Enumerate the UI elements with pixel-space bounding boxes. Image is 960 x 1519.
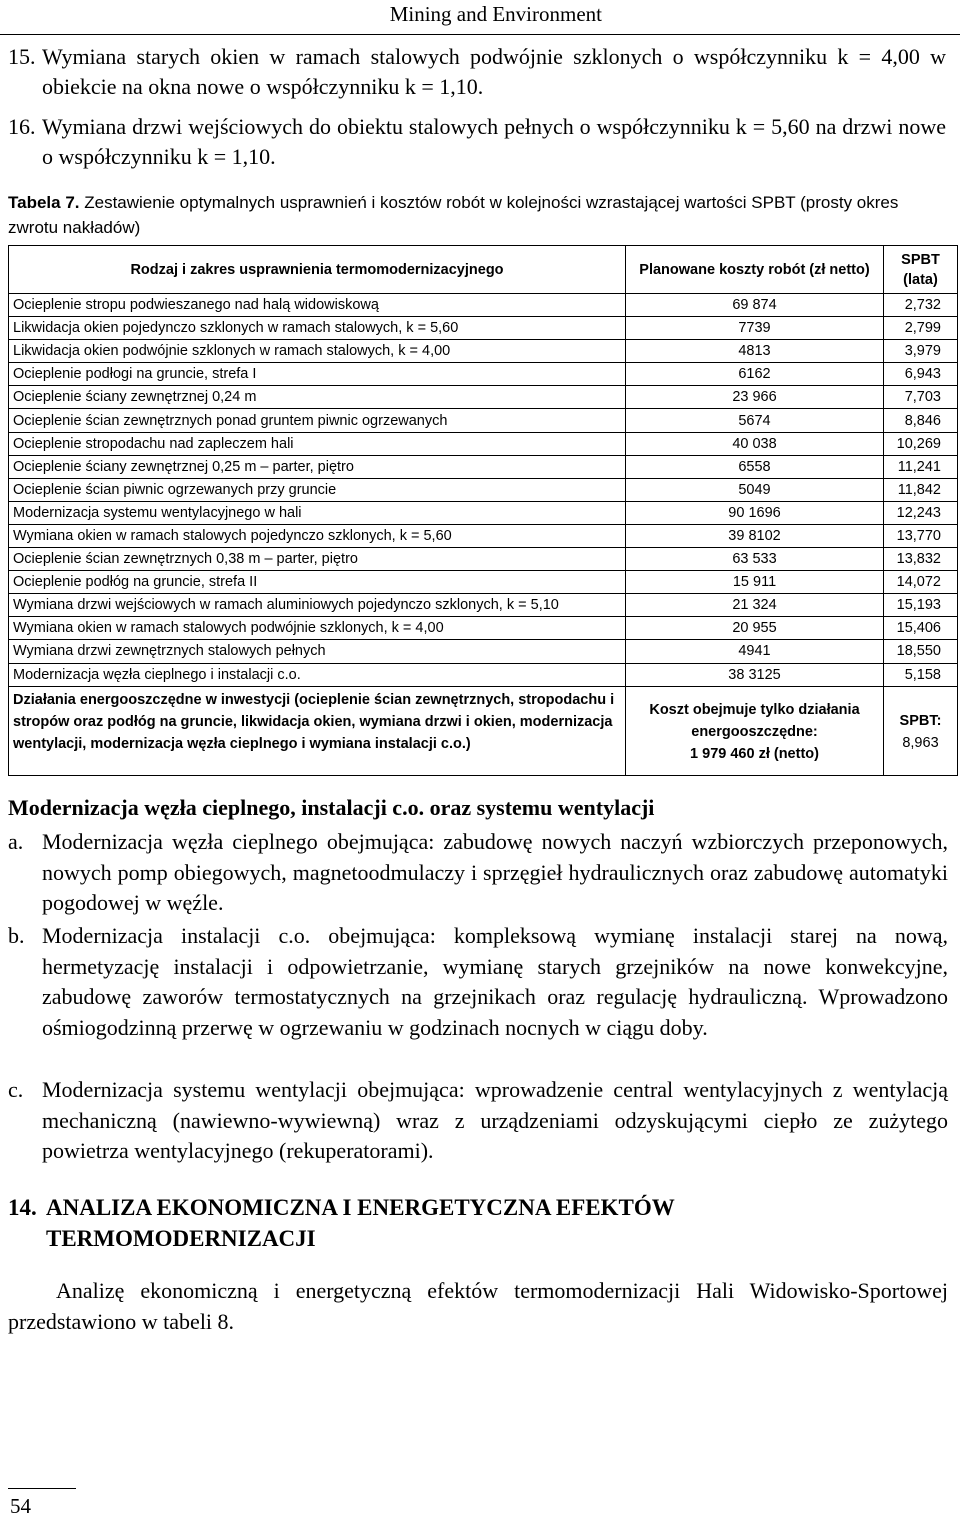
cell-spbt: 13,770 xyxy=(884,524,958,547)
cell-spbt: 18,550 xyxy=(884,640,958,663)
cell-spbt: 6,943 xyxy=(884,363,958,386)
table-row xyxy=(9,640,958,663)
cell-cost: 5049 xyxy=(626,478,884,501)
cell-name: Ocieplenie ścian piwnic ogrzewanych przy gruncie xyxy=(9,478,626,501)
cell-name: Ocieplenie ścian zewnętrznych ponad gruntem piwnic ogrzewanych xyxy=(9,409,626,432)
summary-spbt-label: SPBT: xyxy=(899,712,942,729)
table-row xyxy=(9,594,958,617)
cell-name: Ocieplenie podłogi na gruncie, strefa I xyxy=(9,363,626,386)
table-caption-text: Zestawienie optymalnych usprawnień i kosztów robót w kolejności wzrastającej wartości SPBT (prosty okres zwrotu nakładów) xyxy=(8,193,899,237)
table-row xyxy=(9,455,958,478)
cell-name: Likwidacja okien podwójnie szklonych w ramach stalowych, k = 4,00 xyxy=(9,340,626,363)
cell-cost: 38 3125 xyxy=(626,663,884,686)
list-item-number: 15. xyxy=(8,44,36,69)
table-row xyxy=(9,524,958,547)
table-row xyxy=(9,501,958,524)
cell-spbt: 5,158 xyxy=(884,663,958,686)
section-item-text: Modernizacja systemu wentylacji obejmująca: wprowadzenie central wentylacyjnych z wentylacją mechaniczną (nawiewno-wywiewną) wraz z urządzeniami odzyskującymi ciepło ze zużytego powietrza wentylacyjnego (rekuperatorami). xyxy=(42,1077,948,1164)
cell-name: Modernizacja węzła cieplnego i instalacji c.o. xyxy=(9,663,626,686)
cell-name: Modernizacja systemu wentylacyjnego w hali xyxy=(9,501,626,524)
summary-description: Działania energooszczędne w inwestycji (ocieplenie ścian zewnętrznych, stropodachu i stropów oraz podłóg na gruncie, likwidacja okien, wymiana drzwi i okien, modernizacja wentylacji, modernizacja węzła cieplnego i wymiana instalacji c.o.) xyxy=(9,686,626,775)
table-row xyxy=(9,363,958,386)
cell-spbt: 8,846 xyxy=(884,409,958,432)
cell-name: Ocieplenie ściany zewnętrznej 0,25 m – parter, piętro xyxy=(9,455,626,478)
table-row xyxy=(9,294,958,317)
cell-name: Ocieplenie stropodachu nad zapleczem hali xyxy=(9,432,626,455)
cell-spbt: 11,842 xyxy=(884,478,958,501)
cell-name: Wymiana okien w ramach stalowych pojedynczo szklonych, k = 5,60 xyxy=(9,524,626,547)
section-item-letter: c. xyxy=(8,1077,24,1102)
cell-name: Ocieplenie podłóg na gruncie, strefa II xyxy=(9,571,626,594)
cell-spbt: 7,703 xyxy=(884,386,958,409)
cell-cost: 21 324 xyxy=(626,594,884,617)
cell-cost: 39 8102 xyxy=(626,524,884,547)
section-item-letter: b. xyxy=(8,923,25,948)
section-title: Modernizacja węzła cieplnego, instalacji c.o. oraz systemu wentylacji xyxy=(8,795,655,820)
table-row xyxy=(9,478,958,501)
section-item-c xyxy=(8,1075,948,1167)
table-row xyxy=(9,548,958,571)
table-row xyxy=(9,409,958,432)
cell-spbt: 14,072 xyxy=(884,571,958,594)
cell-name: Wymiana drzwi wejściowych w ramach aluminiowych pojedynczo szklonych, k = 5,10 xyxy=(9,594,626,617)
cell-spbt: 12,243 xyxy=(884,501,958,524)
list-item-text: Wymiana starych okien w ramach stalowych podwójnie szklonych o współczynniku k = 4,00 w obiekcie na okna nowe o współczynniku k = 1,10. xyxy=(42,44,946,99)
cell-cost: 15 911 xyxy=(626,571,884,594)
cell-cost: 4813 xyxy=(626,340,884,363)
cell-cost: 5674 xyxy=(626,409,884,432)
section-item-b xyxy=(8,921,948,1043)
cell-name: Wymiana drzwi zewnętrznych stalowych pełnych xyxy=(9,640,626,663)
cell-name: Ocieplenie stropu podwieszanego nad halą widowiskową xyxy=(9,294,626,317)
summary-cost-value: 1 979 460 zł (netto) xyxy=(690,745,819,762)
summary-cost xyxy=(626,686,884,775)
cell-spbt: 15,406 xyxy=(884,617,958,640)
cell-cost: 69 874 xyxy=(626,294,884,317)
running-header: Mining and Environment xyxy=(389,2,602,26)
page-number: 54 xyxy=(10,1494,31,1518)
chapter-title-line1: ANALIZA EKONOMICZNA I ENERGETYCZNA EFEKTÓW xyxy=(46,1195,675,1220)
cell-spbt: 11,241 xyxy=(884,455,958,478)
table-summary-row xyxy=(9,686,958,775)
table-row xyxy=(9,340,958,363)
closing-paragraph: Analizę ekonomiczną i energetyczną efektów termomodernizacji Hali Widowisko-Sportowej przedstawiono w tabeli 8. xyxy=(8,1278,948,1334)
chapter-number: 14. xyxy=(8,1195,37,1220)
cell-cost: 4941 xyxy=(626,640,884,663)
section-item-text: Modernizacja instalacji c.o. obejmująca: kompleksową wymianę instalacji starej na nową, hermetyzację instalacji i odpowietrzanie, wymianę starych grzejników na nowe konwekcyjne, zabudowę zaworów termostatycznych na grzejnikach oraz regulację hydrauliczną. Wprowadzono ośmiogodzinną przerwę w ogrzewaniu w godzinach nocnych w ciągu doby. xyxy=(42,923,948,1040)
list-item-16 xyxy=(8,112,946,172)
list-item-text: Wymiana drzwi wejściowych do obiektu stalowych pełnych o współczynniku k = 5,60 na drzwi nowe o współczynniku k = 1,10. xyxy=(42,114,946,169)
header-rule xyxy=(0,34,960,35)
table-body xyxy=(9,294,958,776)
section-item-text: Modernizacja węzła cieplnego obejmująca: zabudowę nowych naczyń wzbiorczych przeponowych, nowych pomp obiegowych, magnetoodmulaczy i sprzęgieł hydraulicznych oraz zabudowę automatyki pogodowej w węźle. xyxy=(42,829,948,916)
cell-spbt: 13,832 xyxy=(884,548,958,571)
cell-cost: 6558 xyxy=(626,455,884,478)
table-row xyxy=(9,571,958,594)
summary-spbt xyxy=(884,686,958,775)
cell-cost: 40 038 xyxy=(626,432,884,455)
table-caption-label: Tabela 7. xyxy=(8,193,80,212)
col-header-spbt: SPBT (lata) xyxy=(884,246,958,294)
cell-cost: 7739 xyxy=(626,317,884,340)
table-row xyxy=(9,663,958,686)
cell-name: Wymiana okien w ramach stalowych podwójnie szklonych, k = 4,00 xyxy=(9,617,626,640)
section-item-a xyxy=(8,827,948,919)
cell-spbt: 3,979 xyxy=(884,340,958,363)
chapter-title-line2: TERMOMODERNIZACJI xyxy=(46,1226,316,1251)
list-item-15 xyxy=(8,42,946,102)
cell-cost: 23 966 xyxy=(626,386,884,409)
table-row xyxy=(9,432,958,455)
cell-spbt: 2,799 xyxy=(884,317,958,340)
cell-cost: 20 955 xyxy=(626,617,884,640)
data-table xyxy=(8,245,958,776)
table-header-row xyxy=(9,246,958,294)
cell-cost: 90 1696 xyxy=(626,501,884,524)
list-item-number: 16. xyxy=(8,114,36,139)
cell-cost: 63 533 xyxy=(626,548,884,571)
chapter-heading xyxy=(8,1192,675,1254)
footer-rule xyxy=(8,1488,76,1489)
summary-spbt-value: 8,963 xyxy=(902,734,939,751)
summary-cost-note: Koszt obejmuje tylko działania energooszczędne: xyxy=(649,701,860,740)
table-row xyxy=(9,317,958,340)
cell-name: Ocieplenie ściany zewnętrznej 0,24 m xyxy=(9,386,626,409)
table-caption xyxy=(8,190,943,240)
cell-spbt: 15,193 xyxy=(884,594,958,617)
table-row xyxy=(9,386,958,409)
section-item-letter: a. xyxy=(8,829,24,854)
table-row xyxy=(9,617,958,640)
col-header-type: Rodzaj i zakres usprawnienia termomodernizacyjnego xyxy=(9,246,626,294)
cell-spbt: 2,732 xyxy=(884,294,958,317)
cell-name: Likwidacja okien pojedynczo szklonych w ramach stalowych, k = 5,60 xyxy=(9,317,626,340)
col-header-cost: Planowane koszty robót (zł netto) xyxy=(626,246,884,294)
cell-name: Ocieplenie ścian zewnętrznych 0,38 m – parter, piętro xyxy=(9,548,626,571)
cell-cost: 6162 xyxy=(626,363,884,386)
cell-spbt: 10,269 xyxy=(884,432,958,455)
